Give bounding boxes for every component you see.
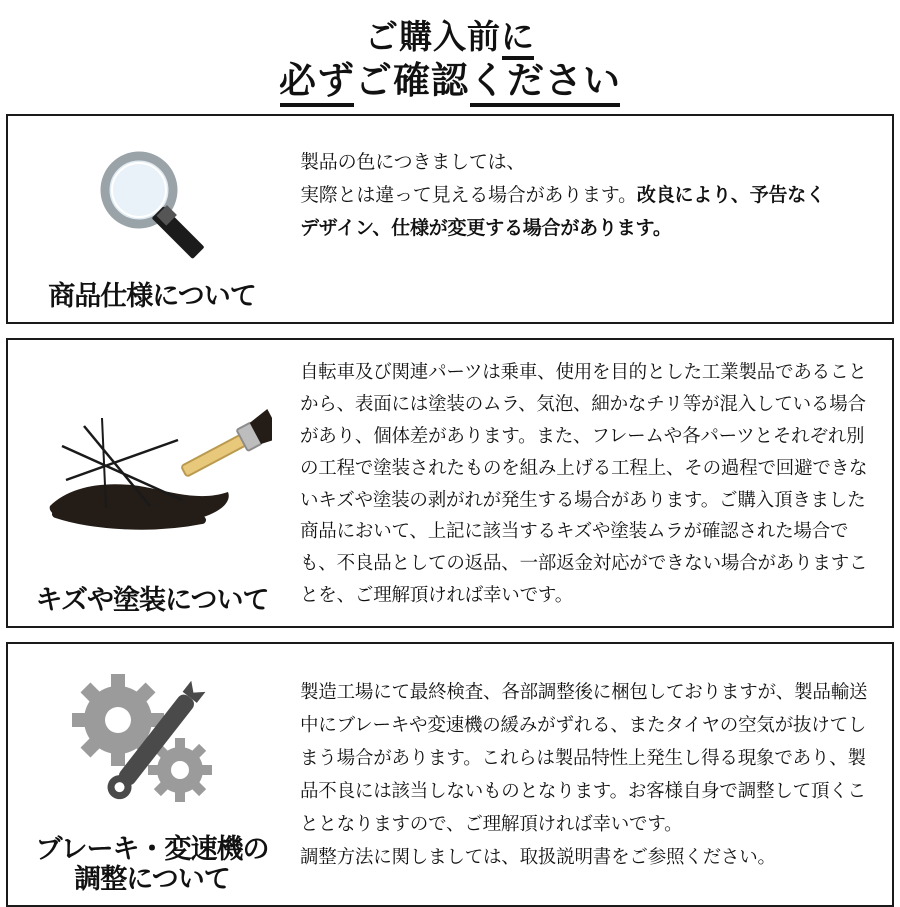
section-spec-icon-area — [14, 126, 290, 282]
section-spec-title — [14, 281, 290, 315]
section-spec-right — [296, 116, 892, 322]
page-header — [0, 0, 900, 114]
section-spec-p4: デザイン、仕様が変更する場合があります。 — [300, 218, 672, 240]
section-brake-right — [296, 644, 892, 905]
section-paint-title-line1: キズや塗装について — [35, 585, 269, 616]
header-line-2-c: ください — [469, 59, 621, 103]
header-line-1 — [0, 16, 900, 57]
section-card-paint — [6, 338, 894, 628]
section-brake-body-secondary: 調整方法に関しましては、取扱説明書をご参照ください。 — [300, 845, 776, 867]
section-brake-left — [8, 644, 296, 905]
header-line-1-plain: ご購入前 — [365, 18, 501, 55]
section-card-brake — [6, 642, 894, 907]
section-spec-left — [8, 116, 296, 322]
section-brake-body-main: 製造工場にて最終検査、各部調整後に梱包しておりますが、製品輸送中にブレーキや変速機の緩みがずれる、またタイヤの空気が抜けてしまう場合があります。これらは製品特性上発生し得る現象であり、製品不良には該当しないものとなります。お客様自身で調整して頂くこととなりますので、ご理解頂ければ幸いです。 — [300, 681, 868, 835]
section-brake-title — [14, 834, 290, 898]
wrench-gear-icon — [14, 674, 290, 814]
section-paint-body: 自転車及び関連パーツは乗車、使用を目的とした工業製品であることから、表面には塗装のムラ、気泡、細かなチリ等が混入している場合があり、個体差があります。また、フレームや各パーツとそれぞれ別の工程で塗装されたものを組み上げる工程上、その過程で回避できないキズや塗装の剥がれが発生する場合があります。ご購入頂きました商品において、上記に該当するキズや塗装ムラが確認された場合でも、不良品としての返品、一部返金対応ができない場合がありますことを、ご理解頂ければ幸いです。 — [300, 361, 868, 606]
header-line-1-emphasis: に — [501, 16, 535, 57]
section-paint-right — [296, 340, 892, 626]
magnifier-icon — [14, 146, 290, 261]
section-card-spec — [6, 114, 894, 324]
section-spec-p1: 製品の色につきましては、 — [300, 151, 526, 173]
section-paint-title — [14, 585, 290, 619]
section-brake-body — [300, 676, 878, 874]
section-brake-icon-area — [14, 654, 290, 835]
section-paint-icon-area — [14, 350, 290, 586]
header-line-2-a: 必ず — [279, 59, 355, 103]
header-line-2-b: ご確認 — [355, 60, 469, 102]
section-spec-p3: 改良により、予告なく — [636, 184, 825, 206]
section-brake-title-line2: 調整について — [74, 864, 230, 895]
section-paint-left — [8, 340, 296, 626]
section-spec-body — [300, 146, 825, 246]
paint-brush-icon — [14, 388, 290, 548]
section-spec-title-line1: 商品仕様について — [48, 281, 256, 312]
section-brake-title-line1: ブレーキ・変速機の — [35, 834, 269, 865]
header-line-2 — [0, 59, 900, 103]
section-spec-p2: 実際とは違って見える場合があります。 — [300, 184, 637, 206]
